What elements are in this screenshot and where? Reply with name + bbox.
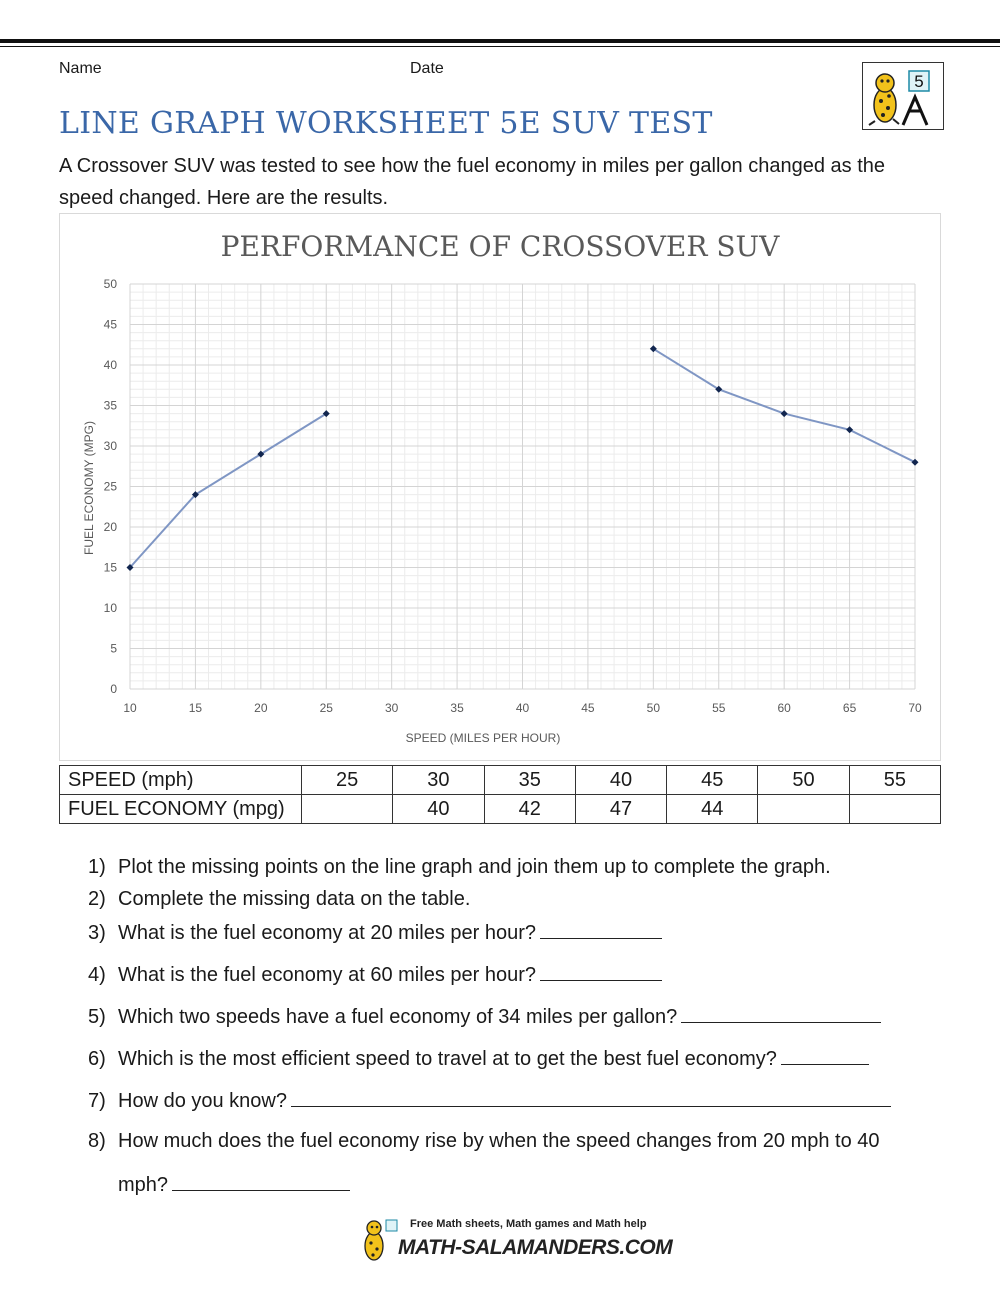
date-label: Date bbox=[410, 60, 444, 77]
data-point bbox=[846, 426, 853, 433]
question-text: How do you know? bbox=[118, 1090, 287, 1112]
question-8-continued bbox=[88, 1172, 350, 1197]
table-cell: 35 bbox=[484, 766, 575, 795]
intro-text: A Crossover SUV was tested to see how the fuel economy in miles per gallon changed as the speed changed. Here are the results. bbox=[59, 155, 886, 209]
table-cell: 30 bbox=[393, 766, 484, 795]
x-tick-label: 20 bbox=[254, 701, 268, 715]
question-number: 6) bbox=[88, 1048, 106, 1070]
y-tick-label: 45 bbox=[103, 317, 117, 332]
table-row-economy bbox=[60, 795, 941, 824]
y-axis-ticks bbox=[104, 277, 118, 696]
y-tick-label: 0 bbox=[110, 682, 117, 696]
x-tick-label: 40 bbox=[515, 701, 530, 715]
x-tick-label: 65 bbox=[842, 701, 857, 715]
answer-blank[interactable] bbox=[540, 962, 662, 981]
x-tick-label: 60 bbox=[777, 701, 791, 715]
x-axis-ticks bbox=[123, 701, 922, 715]
table-row-label: FUEL ECONOMY (mpg) bbox=[60, 795, 302, 824]
question-number: 2) bbox=[88, 888, 106, 910]
table-cell: 45 bbox=[667, 766, 758, 795]
question-number: 7) bbox=[88, 1090, 106, 1112]
x-tick-label: 35 bbox=[450, 701, 464, 715]
y-tick-label: 20 bbox=[103, 520, 117, 534]
header-rule-thick bbox=[0, 39, 1000, 43]
answer-blank[interactable] bbox=[291, 1088, 891, 1107]
y-tick-label: 5 bbox=[110, 641, 117, 656]
question-number: 8) bbox=[88, 1130, 106, 1152]
x-tick-label: 70 bbox=[908, 701, 922, 715]
salamander-grade-logo bbox=[862, 62, 944, 130]
x-tick-label: 25 bbox=[319, 701, 333, 715]
y-tick-label: 40 bbox=[103, 358, 117, 372]
y-tick-label: 30 bbox=[103, 439, 117, 453]
y-tick-label: 15 bbox=[103, 560, 117, 575]
name-label: Name bbox=[59, 60, 102, 77]
question-1 bbox=[88, 856, 831, 879]
series-line bbox=[130, 414, 326, 568]
x-tick-label: 50 bbox=[646, 701, 661, 715]
question-4 bbox=[88, 962, 662, 987]
salamander-icon bbox=[863, 63, 943, 129]
footer-tagline: Free Math sheets, Math games and Math help bbox=[410, 1218, 647, 1230]
salamander-icon bbox=[358, 1216, 398, 1264]
table-cell-blank[interactable] bbox=[849, 795, 940, 824]
page-title: LINE GRAPH WORKSHEET 5E SUV TEST bbox=[59, 106, 713, 141]
y-axis-label: FUEL ECONOMY (MPG) bbox=[82, 420, 96, 556]
table-cell: 44 bbox=[667, 795, 758, 824]
question-3 bbox=[88, 920, 662, 945]
table-cell: 50 bbox=[758, 766, 849, 795]
answer-blank[interactable] bbox=[781, 1046, 869, 1065]
y-tick-label: 25 bbox=[103, 479, 117, 494]
answer-blank[interactable] bbox=[681, 1004, 881, 1023]
table-cell-blank[interactable] bbox=[302, 795, 393, 824]
y-tick-label: 35 bbox=[103, 398, 117, 413]
x-tick-label: 45 bbox=[581, 701, 595, 715]
question-text: What is the fuel economy at 20 miles per hour? bbox=[118, 922, 536, 944]
question-number: 4) bbox=[88, 964, 106, 986]
header-rule-thin bbox=[0, 46, 1000, 47]
question-text: Complete the missing data on the table. bbox=[118, 888, 471, 910]
question-text: Plot the missing points on the line graph and join them up to complete the graph. bbox=[118, 856, 831, 878]
question-text: mph? bbox=[118, 1174, 169, 1196]
x-tick-label: 10 bbox=[123, 701, 137, 715]
table-cell: 40 bbox=[575, 766, 666, 795]
speed-economy-table bbox=[59, 765, 941, 824]
x-axis-label: SPEED (MILES PER HOUR) bbox=[405, 731, 561, 745]
answer-blank[interactable] bbox=[172, 1172, 350, 1191]
table-cell: 55 bbox=[849, 766, 940, 795]
question-text: How much does the fuel economy rise by when the speed changes from 20 mph to 40 bbox=[118, 1130, 880, 1152]
data-point bbox=[912, 459, 919, 466]
chart-title: PERFORMANCE OF CROSSOVER SUV bbox=[220, 230, 780, 263]
x-tick-label: 15 bbox=[188, 701, 203, 715]
question-text: What is the fuel economy at 60 miles per hour? bbox=[118, 964, 536, 986]
y-tick-label: 50 bbox=[103, 277, 117, 291]
y-tick-label: 10 bbox=[103, 601, 117, 615]
data-point bbox=[781, 410, 788, 417]
table-cell: 42 bbox=[484, 795, 575, 824]
question-6 bbox=[88, 1046, 869, 1071]
logo-grade-number: 5 bbox=[914, 72, 924, 91]
table-row-label: SPEED (mph) bbox=[60, 766, 302, 795]
table-cell-blank[interactable] bbox=[758, 795, 849, 824]
question-8 bbox=[88, 1130, 880, 1153]
footer-site-name: MATH-SALAMANDERS.COM bbox=[398, 1236, 673, 1259]
question-number: 5) bbox=[88, 1006, 106, 1028]
x-tick-label: 30 bbox=[384, 701, 399, 715]
question-5 bbox=[88, 1004, 881, 1029]
table-cell: 47 bbox=[575, 795, 666, 824]
table-cell: 40 bbox=[393, 795, 484, 824]
question-text: Which is the most efficient speed to travel at to get the best fuel economy? bbox=[118, 1048, 777, 1070]
line-chart bbox=[59, 213, 941, 761]
table-cell: 25 bbox=[302, 766, 393, 795]
question-text: Which two speeds have a fuel economy of 34 miles per gallon? bbox=[118, 1006, 678, 1028]
question-number: 1) bbox=[88, 856, 106, 878]
answer-blank[interactable] bbox=[540, 920, 662, 939]
footer-brand[interactable] bbox=[358, 1216, 673, 1264]
x-tick-label: 55 bbox=[712, 701, 726, 715]
question-2 bbox=[88, 888, 470, 911]
table-row-speed bbox=[60, 766, 941, 795]
question-number: 3) bbox=[88, 922, 106, 944]
question-7 bbox=[88, 1088, 891, 1113]
